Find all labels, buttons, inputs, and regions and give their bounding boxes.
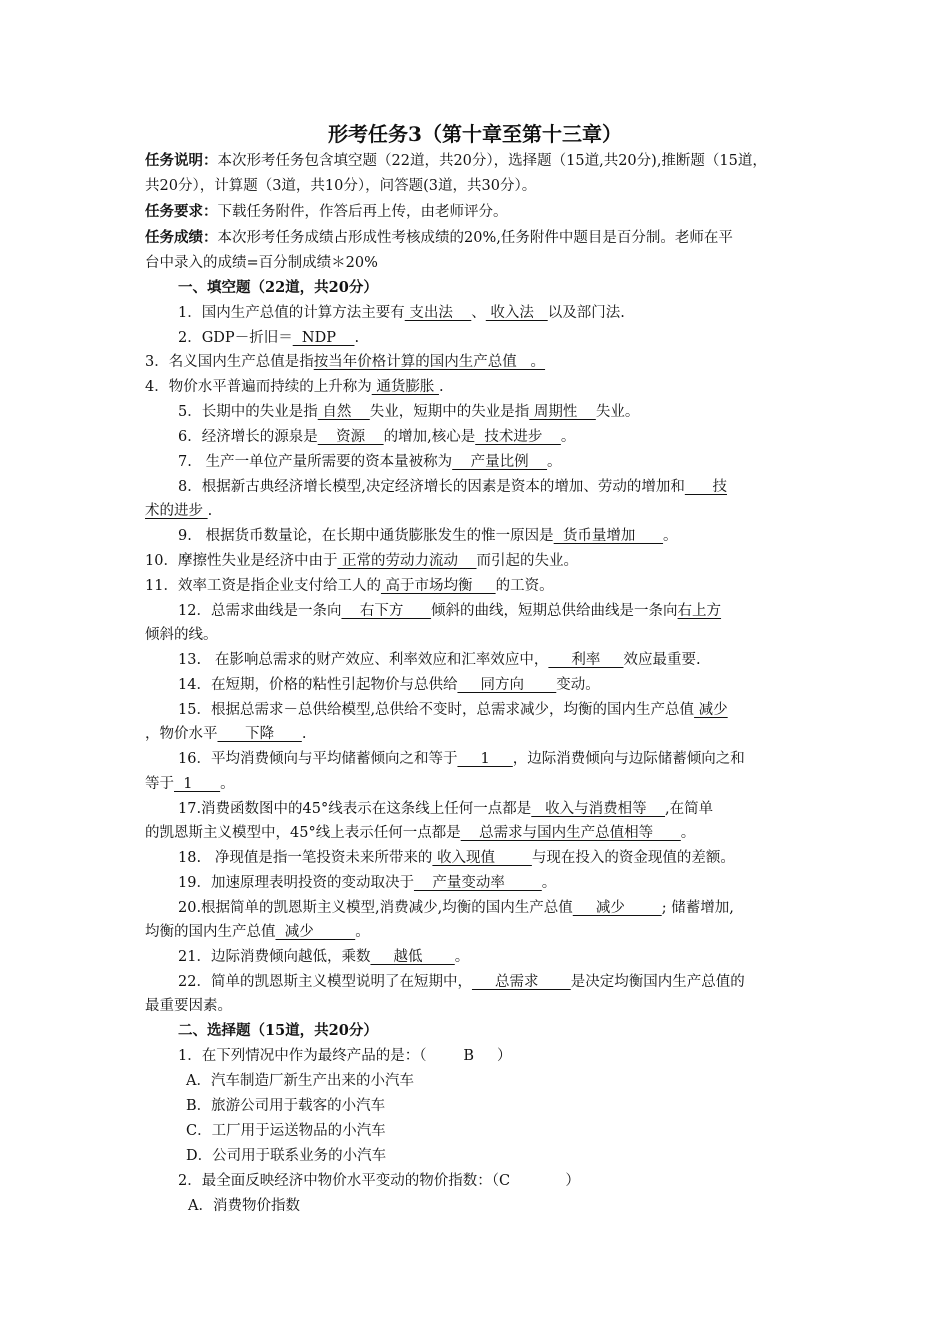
document-title: 形考任务3（第十章至第十三章） (328, 122, 622, 146)
question-text: 的凯恩斯主义模型中，45°线上表示任何一点都是 (145, 825, 461, 841)
question-text: 的工资。 (495, 578, 554, 594)
question-6 (178, 426, 575, 448)
question-text: 失业。 (595, 404, 640, 420)
question-9 (178, 525, 678, 547)
question-22-line2: 最重要因素。 (145, 998, 232, 1014)
question-22-line1 (178, 971, 745, 993)
answer-blank: 正常的劳动力流动 (337, 553, 477, 569)
question-4 (145, 376, 444, 398)
choice-1-option-a: A．汽车制造厂新生产出来的小汽车 (186, 1073, 414, 1089)
question-14 (178, 674, 600, 696)
question-text: ，物价水平 (145, 726, 218, 742)
task-score-line1 (145, 227, 733, 249)
question-text: 任务说明： (145, 152, 218, 169)
question-text: 任务成绩： (145, 229, 218, 246)
question-text: 。 (355, 924, 370, 940)
question-text: 15．根据总需求－总供给模型,总供给不变时，总需求减少，均衡的国内生产总值 (178, 702, 695, 718)
task-description-line2: 共20分），计算题（3道，共10分），问答题(3道，共30分）。 (145, 178, 537, 194)
question-8-line1 (178, 476, 727, 498)
answer-blank: NDP (292, 330, 355, 346)
question-text: 12．总需求曲线是一条向 (178, 603, 342, 619)
question-text: 20.根据简单的凯恩斯主义模型,消费减少,均衡的国内生产总值 (178, 900, 573, 916)
question-17-line1 (178, 798, 713, 820)
choice-2-option-a: A．消费物价指数 (188, 1198, 300, 1214)
question-text: 而引起的失业。 (476, 553, 578, 569)
question-text: 6．经济增长的源泉是 (178, 429, 318, 445)
answer-blank: 收入与消费相等 (531, 801, 666, 817)
question-15-line1 (178, 699, 728, 721)
question-10 (145, 550, 578, 572)
question-text: 。 (680, 825, 696, 841)
answer-blank: 下降 (217, 726, 302, 742)
question-20-line2 (145, 921, 370, 943)
question-19 (178, 872, 556, 894)
question-text: 。 (220, 776, 235, 792)
question-11 (145, 575, 554, 597)
choice-1-option-d: D．公司用于联系业务的小汽车 (186, 1148, 387, 1164)
question-text: 。 (560, 429, 576, 445)
question-text: 效应最重要. (623, 652, 701, 668)
question-text: ; 储蓄增加, (661, 900, 734, 916)
question-12-line2: 倾斜的线。 (145, 627, 218, 643)
answer-blank: 技术进步 (475, 429, 561, 445)
section-choice-heading: 二、选择题（15道，共20分） (178, 1022, 378, 1039)
question-text: 7. 生产一单位产量所需要的资本量被称为 (178, 454, 453, 470)
question-text: 1．国内生产总值的计算方法主要有 (178, 305, 405, 321)
question-text: 19．加速原理表明投资的变动取决于 (178, 875, 414, 891)
question-8-line2 (145, 500, 212, 522)
question-text: 10．摩擦性失业是经济中由于 (145, 553, 338, 569)
question-text: . (354, 330, 360, 346)
choice-question-1: 1．在下列情况中作为最终产品的是：（ B ） (178, 1048, 512, 1064)
question-text: 5．长期中的失业是指 (178, 404, 318, 420)
question-text: 倾斜的曲线，短期总供给曲线是一条向 (431, 603, 678, 619)
answer-blank: 产量变动率 (413, 875, 542, 891)
answer-blank: 货币量增加 (553, 528, 664, 544)
answer-blank: 收入现值 (432, 850, 532, 866)
question-18 (178, 847, 735, 869)
question-text: . (207, 503, 213, 519)
answer-blank: 同方向 (457, 677, 557, 693)
question-text: ，边际消费倾向与边际储蓄倾向之和 (512, 751, 745, 767)
question-text: 变动。 (556, 677, 600, 693)
question-text: 8．根据新古典经济增长模型,决定经济增长的因素是资本的增加、劳动的增加和 (178, 479, 685, 495)
task-score-line2: 台中录入的成绩=百分制成绩＊20% (145, 255, 378, 271)
answer-blank: 总需求与国内生产总值相等 (460, 825, 681, 841)
question-15-line2 (145, 723, 306, 745)
section-fill-in-heading: 一、填空题（22道，共20分） (178, 279, 378, 296)
answer-blank: 产量比例 (452, 454, 548, 470)
question-text: 11．效率工资是指企业支付给工人的 (145, 578, 381, 594)
question-text: . (438, 379, 444, 395)
question-text: 18. 净现值是指一笔投资未来所带来的 (178, 850, 433, 866)
answer-blank: 减少 (694, 702, 728, 718)
question-text: 2．GDP－折旧＝ (178, 330, 293, 346)
answer-blank: 按当年价格计算的国内生产总值 。 (313, 354, 546, 370)
question-1 (178, 302, 625, 324)
question-text: 均衡的国内生产总值 (145, 924, 276, 940)
answer-blank: 1 (174, 776, 221, 792)
question-text: 本次形考任务包含填空题（22道，共20分），选择题（15道,共20分),推断题（15道， (217, 153, 767, 169)
question-text: 与现在投入的资金现值的差额。 (531, 850, 735, 866)
answer-blank: 总需求 (471, 974, 571, 990)
question-text: 21．边际消费倾向越低，乘数 (178, 949, 371, 965)
answer-blank: 资源 (317, 429, 384, 445)
answer-blank: 自然 (317, 404, 370, 420)
answer-blank: 越低 (370, 949, 455, 965)
question-text: 、 (471, 305, 486, 321)
question-text: 下载任务附件，作答后再上传，由老师评分。 (217, 204, 508, 220)
question-text: 3．名义国内生产总值是指 (145, 354, 314, 370)
choice-1-option-b: B．旅游公司用于载客的小汽车 (186, 1098, 386, 1114)
question-17-line2 (145, 822, 695, 844)
answer-blank: 减少 (275, 924, 356, 940)
question-21 (178, 946, 469, 968)
question-text: 是决定均衡国内生产总值的 (570, 974, 745, 990)
answer-blank: 1 (457, 751, 513, 767)
answer-blank: 右上方 (677, 603, 722, 619)
question-12-line1 (178, 600, 721, 622)
question-16-line2 (145, 773, 235, 795)
question-text: 9. 根据货币数量论，在长期中通货膨胀发生的惟一原因是 (178, 528, 554, 544)
answer-blank: 技 (684, 479, 727, 495)
question-text: 。 (663, 528, 678, 544)
question-7 (178, 451, 562, 473)
answer-blank: 通货膨胀 (371, 379, 439, 395)
question-text: 等于 (145, 776, 174, 792)
question-16-line1 (178, 748, 745, 770)
answer-blank: 高于市场均衡 (380, 578, 496, 594)
task-requirement (145, 201, 508, 223)
choice-question-2: 2．最全面反映经济中物价水平变动的物价指数：（C ） (178, 1173, 580, 1189)
answer-blank: 周期性 (529, 404, 596, 420)
question-text: 。 (541, 875, 557, 891)
question-text: 22．简单的凯恩斯主义模型说明了在短期中， (178, 974, 472, 990)
question-text: 失业，短期中的失业是指 (369, 404, 530, 420)
question-2 (178, 327, 359, 349)
question-text: ,在简单 (665, 801, 714, 817)
question-text: 17.消费函数图中的45°线表示在这条线上任何一点都是 (178, 801, 532, 817)
question-3 (145, 351, 545, 373)
question-text: 以及部门法. (547, 305, 625, 321)
question-13 (178, 649, 701, 671)
question-text: 本次形考任务成绩占形成性考核成绩的20%,任务附件中题目是百分制。老师在平 (217, 230, 733, 246)
answer-blank: 利率 (548, 652, 624, 668)
question-text: 任务要求： (145, 203, 218, 220)
question-5 (178, 401, 639, 423)
question-text: 。 (454, 949, 470, 965)
answer-blank: 术的进步 (145, 503, 208, 519)
question-text: 。 (547, 454, 562, 470)
answer-blank: 减少 (572, 900, 662, 916)
question-text: 14．在短期，价格的粘性引起物价与总供给 (178, 677, 458, 693)
task-description-line1 (145, 150, 767, 172)
question-text: 的增加,核心是 (383, 429, 476, 445)
question-text: 16．平均消费倾向与平均储蓄倾向之和等于 (178, 751, 458, 767)
question-text: 13. 在影响总需求的财产效应、利率效应和汇率效应中， (178, 652, 549, 668)
question-text: 4．物价水平普遍而持续的上升称为 (145, 379, 372, 395)
answer-blank: 收入法 (485, 305, 548, 321)
choice-1-option-c: C．工厂用于运送物品的小汽车 (186, 1123, 386, 1139)
answer-blank: 右下方 (341, 603, 432, 619)
question-text: . (301, 726, 307, 742)
question-20-line1 (178, 897, 734, 919)
answer-blank: 支出法 (404, 305, 472, 321)
